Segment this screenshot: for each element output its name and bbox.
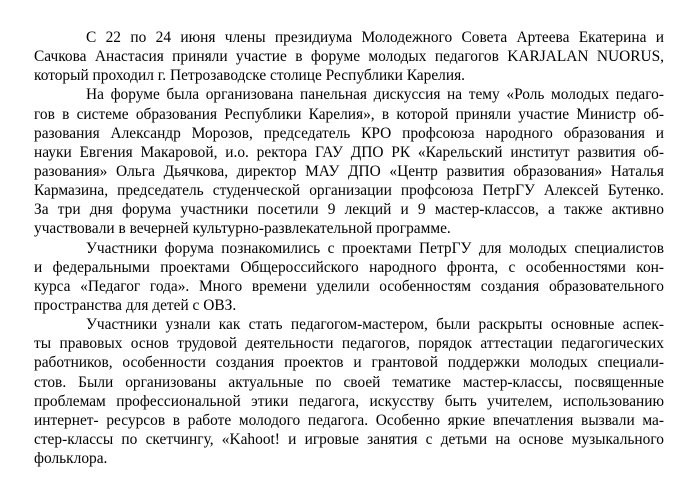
text-line: пространства для детей с ОВЗ.	[34, 296, 237, 314]
paragraph-4	[34, 315, 664, 468]
paragraph-2	[34, 85, 664, 238]
document-body	[34, 28, 664, 468]
text-line: и федеральными проектами Общероссийского народного фронта, с особенностями кон-	[34, 258, 664, 276]
text-line: разования Александр Морозов, председатель КРО профсоюза народного образования и	[34, 124, 664, 142]
text-line: ты правовых основ трудовой деятельности педагогов, порядок аттестации педагогических	[34, 335, 664, 353]
text-line: Участники узнали как стать педагогом-мастером, были раскрыты основные аспек-	[86, 316, 664, 334]
text-line: стов. Были организованы актуальные по своей тематике мастер-классы, посвященные	[34, 373, 664, 391]
text-line: Участники форума познакомились с проектами ПетрГУ для молодых специалистов	[86, 239, 664, 257]
paragraph-1	[34, 28, 664, 85]
text-line: гов в системе образования Республики Карелия», в которой приняли участие Министр об-	[34, 105, 664, 123]
text-line: работников, особенности создания проектов и грантовой поддержки молодых специали-	[34, 354, 664, 372]
text-line: науки Евгения Макаровой, и.о. ректора ГАУ ДПО РК «Карельский институт развития об-	[34, 143, 664, 161]
text-line: Кармазина, председатель студенческой организации профсоюза ПетрГУ Алексей Бутенко.	[34, 182, 664, 200]
text-line: За три дня форума участники посетили 9 лекций и 9 мастер-классов, а также активно	[34, 201, 664, 219]
text-line: проблемам профессиональной этики педагога, искусству быть учителем, использованию	[34, 392, 664, 410]
text-line: участвовали в вечерней культурно-развлекательной программе.	[34, 220, 451, 238]
text-line: который проходил г. Петрозаводске столице Республики Карелия.	[34, 67, 466, 85]
text-line: стер-классы по скетчингу, «Kahoot! и игровые занятия с детьми на основе музыкального	[34, 430, 664, 448]
text-line: фольклора.	[34, 450, 108, 468]
text-line: На форуме была организована панельная дискуссия на тему «Роль молодых педаго-	[86, 86, 664, 104]
text-line: С 22 по 24 июня члены президиума Молодежного Совета Артеева Екатерина и	[86, 29, 664, 46]
text-line: интернет- ресурсов в работе молодого педагога. Особенно яркие впечатления вызвали ма-	[34, 411, 664, 429]
text-line: разования» Ольга Дьячкова, директор МАУ ДПО «Центр развития образования» Наталья	[34, 162, 664, 180]
text-line: курса «Педагог года». Много времени уделили особенностям создания образовательного	[34, 277, 664, 295]
text-line: Сачкова Анастасия приняли участие в форуме молодых педагогов KARJALAN NUORUS,	[34, 48, 664, 66]
paragraph-3	[34, 239, 664, 316]
